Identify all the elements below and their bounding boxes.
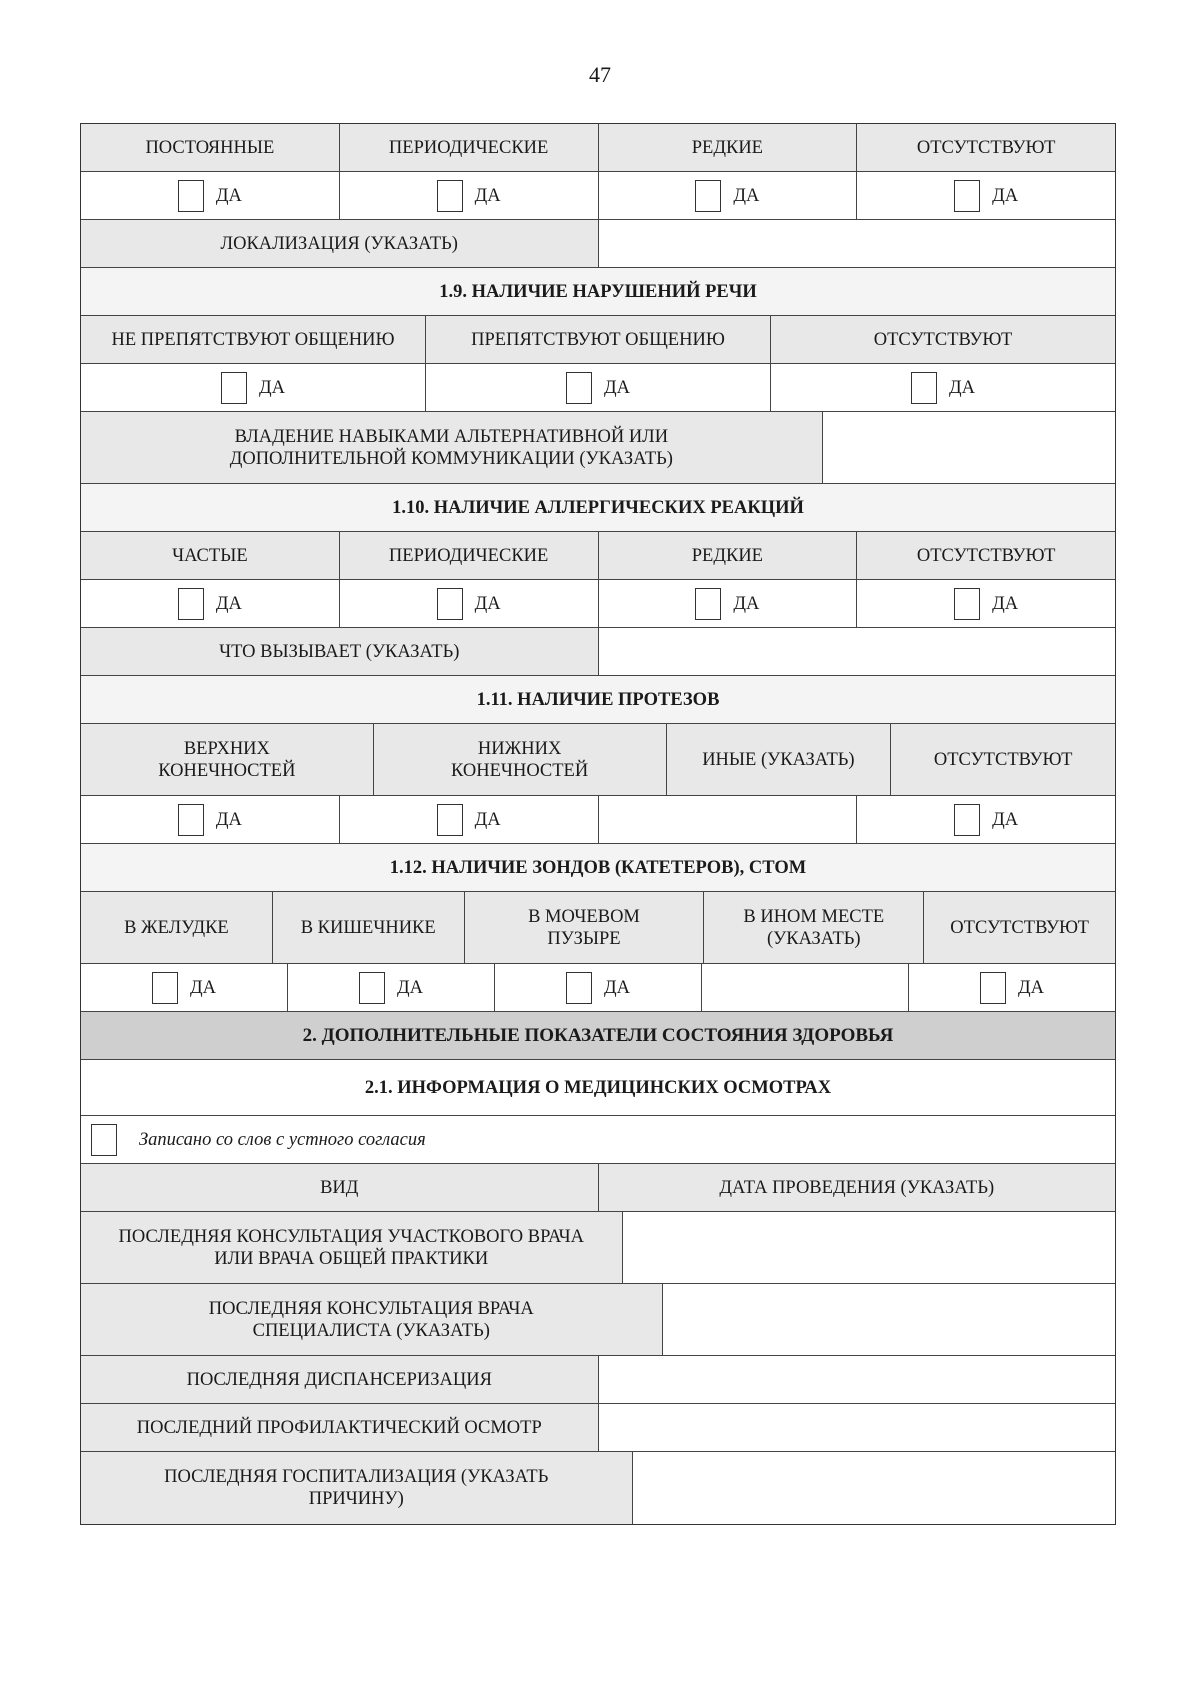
checkbox[interactable] bbox=[221, 372, 247, 404]
probes-checkbox-row bbox=[81, 964, 1115, 1012]
exam-type-label: ПОСЛЕДНИЙ ПРОФИЛАКТИЧЕСКИЙ ОСМОТР bbox=[81, 1404, 599, 1451]
section2-subtitle: 2.1. ИНФОРМАЦИЯ О МЕДИЦИНСКИХ ОСМОТРАХ bbox=[81, 1060, 1115, 1115]
yes-label: ДА bbox=[397, 977, 423, 998]
probes-option-stomach bbox=[81, 964, 288, 1011]
probes-header-intestine: В КИШЕЧНИКЕ bbox=[273, 892, 465, 963]
speech-header-not-hindering: НЕ ПРЕПЯТСТВУЮТ ОБЩЕНИЮ bbox=[81, 316, 426, 363]
exam-row bbox=[81, 1356, 1115, 1404]
speech-header-absent: ОТСУТСТВУЮТ bbox=[771, 316, 1115, 363]
probes-section-title: 1.12. НАЛИЧИЕ ЗОНДОВ (КАТЕТЕРОВ), СТОМ bbox=[81, 844, 1115, 891]
pain-option-rare bbox=[599, 172, 858, 219]
speech-option-hindering bbox=[426, 364, 771, 411]
allergy-header-absent: ОТСУТСТВУЮТ bbox=[857, 532, 1115, 579]
allergy-option-absent bbox=[857, 580, 1115, 627]
pain-option-absent bbox=[857, 172, 1115, 219]
probes-header-row bbox=[81, 892, 1115, 964]
checkbox[interactable] bbox=[91, 1124, 117, 1156]
probes-option-bladder bbox=[495, 964, 702, 1011]
pain-header-absent: ОТСУТСТВУЮТ bbox=[857, 124, 1115, 171]
exam-type-label: ПОСЛЕДНЯЯ КОНСУЛЬТАЦИЯ ВРАЧА СПЕЦИАЛИСТА (УКАЗАТЬ) bbox=[81, 1284, 663, 1355]
checkbox[interactable] bbox=[954, 804, 980, 836]
speech-option-not-hindering bbox=[81, 364, 426, 411]
allergy-title-row bbox=[81, 484, 1115, 532]
allergy-option-periodic bbox=[340, 580, 599, 627]
yes-label: ДА bbox=[992, 809, 1019, 830]
allergy-option-rare bbox=[599, 580, 858, 627]
checkbox[interactable] bbox=[359, 972, 385, 1004]
allergy-checkbox-row bbox=[81, 580, 1115, 628]
checkbox[interactable] bbox=[178, 180, 204, 212]
speech-option-absent bbox=[771, 364, 1115, 411]
prosthesis-header-lower: НИЖНИХ КОНЕЧНОСТЕЙ bbox=[374, 724, 667, 795]
allergy-section-title: 1.10. НАЛИЧИЕ АЛЛЕРГИЧЕСКИХ РЕАКЦИЙ bbox=[81, 484, 1115, 531]
prosthesis-header-upper: ВЕРХНИХ КОНЕЧНОСТЕЙ bbox=[81, 724, 374, 795]
allergy-header-frequent: ЧАСТЫЕ bbox=[81, 532, 340, 579]
section2-title-row bbox=[81, 1012, 1115, 1060]
yes-label: ДА bbox=[215, 593, 242, 614]
exam-type-label: ПОСЛЕДНЯЯ ГОСПИТАЛИЗАЦИЯ (УКАЗАТЬ ПРИЧИНУ) bbox=[81, 1452, 633, 1524]
exams-col-date: ДАТА ПРОВЕДЕНИЯ (УКАЗАТЬ) bbox=[599, 1164, 1116, 1211]
exam-date-field[interactable] bbox=[633, 1452, 1116, 1524]
checkbox[interactable] bbox=[566, 372, 592, 404]
section2-title: 2. ДОПОЛНИТЕЛЬНЫЕ ПОКАЗАТЕЛИ СОСТОЯНИЯ ЗДОРОВЬЯ bbox=[81, 1012, 1115, 1059]
pain-option-periodic bbox=[340, 172, 599, 219]
yes-label: ДА bbox=[733, 185, 760, 206]
prosthesis-checkbox-row bbox=[81, 796, 1115, 844]
allergy-option-frequent bbox=[81, 580, 340, 627]
checkbox[interactable] bbox=[695, 180, 721, 212]
allergy-cause-label: ЧТО ВЫЗЫВАЕТ (УКАЗАТЬ) bbox=[81, 628, 599, 675]
prosthesis-option-upper bbox=[81, 796, 340, 843]
checkbox[interactable] bbox=[437, 180, 463, 212]
allergy-header-row bbox=[81, 532, 1115, 580]
consent-row bbox=[81, 1116, 1115, 1164]
yes-label: ДА bbox=[190, 977, 216, 998]
probes-title-row bbox=[81, 844, 1115, 892]
checkbox[interactable] bbox=[152, 972, 178, 1004]
checkbox[interactable] bbox=[178, 804, 204, 836]
exam-date-field[interactable] bbox=[599, 1404, 1116, 1451]
exam-date-field[interactable] bbox=[663, 1284, 1116, 1355]
prosthesis-header-absent: ОТСУТСТВУЮТ bbox=[891, 724, 1115, 795]
yes-label: ДА bbox=[474, 185, 501, 206]
consent-option bbox=[81, 1116, 1115, 1163]
yes-label: ДА bbox=[992, 185, 1019, 206]
exam-row bbox=[81, 1284, 1115, 1356]
probes-other-field[interactable] bbox=[702, 964, 909, 1011]
localization-label: ЛОКАЛИЗАЦИЯ (УКАЗАТЬ) bbox=[81, 220, 599, 267]
prosthesis-header-row bbox=[81, 724, 1115, 796]
probes-header-stomach: В ЖЕЛУДКЕ bbox=[81, 892, 273, 963]
allergy-cause-field[interactable] bbox=[599, 628, 1116, 675]
exam-type-label: ПОСЛЕДНЯЯ ДИСПАНСЕРИЗАЦИЯ bbox=[81, 1356, 599, 1403]
yes-label: ДА bbox=[474, 809, 501, 830]
pain-header-rare: РЕДКИЕ bbox=[599, 124, 858, 171]
pain-header-row bbox=[81, 124, 1115, 172]
pain-checkbox-row bbox=[81, 172, 1115, 220]
exam-date-field[interactable] bbox=[599, 1356, 1116, 1403]
allergy-header-rare: РЕДКИЕ bbox=[599, 532, 858, 579]
alt-communication-row bbox=[81, 412, 1115, 484]
page-number: 47 bbox=[589, 62, 611, 87]
exam-row bbox=[81, 1452, 1115, 1524]
speech-title-row bbox=[81, 268, 1115, 316]
checkbox[interactable] bbox=[911, 372, 937, 404]
speech-header-hindering: ПРЕПЯТСТВУЮТ ОБЩЕНИЮ bbox=[426, 316, 771, 363]
allergy-header-periodic: ПЕРИОДИЧЕСКИЕ bbox=[340, 532, 599, 579]
medical-form-table bbox=[80, 123, 1116, 1525]
yes-label: ДА bbox=[259, 377, 285, 398]
checkbox[interactable] bbox=[178, 588, 204, 620]
speech-header-row bbox=[81, 316, 1115, 364]
prosthesis-title-row bbox=[81, 676, 1115, 724]
probes-header-bladder: В МОЧЕВОМ ПУЗЫРЕ bbox=[465, 892, 705, 963]
probes-option-intestine bbox=[288, 964, 495, 1011]
checkbox[interactable] bbox=[566, 972, 592, 1004]
speech-section-title: 1.9. НАЛИЧИЕ НАРУШЕНИЙ РЕЧИ bbox=[81, 268, 1115, 315]
pain-option-constant bbox=[81, 172, 340, 219]
prosthesis-header-other: ИНЫЕ (УКАЗАТЬ) bbox=[667, 724, 892, 795]
prosthesis-option-absent bbox=[857, 796, 1115, 843]
yes-label: ДА bbox=[215, 185, 242, 206]
yes-label: ДА bbox=[604, 377, 630, 398]
probes-header-absent: ОТСУТСТВУЮТ bbox=[924, 892, 1115, 963]
prosthesis-other-field[interactable] bbox=[599, 796, 858, 843]
yes-label: ДА bbox=[604, 977, 630, 998]
checkbox[interactable] bbox=[954, 180, 980, 212]
exam-row bbox=[81, 1404, 1115, 1452]
yes-label: ДА bbox=[215, 809, 242, 830]
prosthesis-section-title: 1.11. НАЛИЧИЕ ПРОТЕЗОВ bbox=[81, 676, 1115, 723]
checkbox[interactable] bbox=[954, 588, 980, 620]
pain-header-constant: ПОСТОЯННЫЕ bbox=[81, 124, 340, 171]
exam-type-label: ПОСЛЕДНЯЯ КОНСУЛЬТАЦИЯ УЧАСТКОВОГО ВРАЧА ИЛИ ВРАЧА ОБЩЕЙ ПРАКТИКИ bbox=[81, 1212, 623, 1283]
yes-label: ДА bbox=[1018, 977, 1044, 998]
alt-communication-label: ВЛАДЕНИЕ НАВЫКАМИ АЛЬТЕРНАТИВНОЙ ИЛИ ДОПОЛНИТЕЛЬНОЙ КОММУНИКАЦИИ (УКАЗАТЬ) bbox=[81, 412, 823, 483]
consent-label: Записано со слов с устного согласия bbox=[139, 1129, 426, 1150]
checkbox[interactable] bbox=[437, 588, 463, 620]
prosthesis-option-lower bbox=[340, 796, 599, 843]
localization-row bbox=[81, 220, 1115, 268]
yes-label: ДА bbox=[733, 593, 760, 614]
speech-checkbox-row bbox=[81, 364, 1115, 412]
section2-subtitle-row bbox=[81, 1060, 1115, 1116]
localization-field[interactable] bbox=[599, 220, 1116, 267]
probes-header-other: В ИНОМ МЕСТЕ (УКАЗАТЬ) bbox=[704, 892, 924, 963]
yes-label: ДА bbox=[474, 593, 501, 614]
checkbox[interactable] bbox=[980, 972, 1006, 1004]
pain-header-periodic: ПЕРИОДИЧЕСКИЕ bbox=[340, 124, 599, 171]
yes-label: ДА bbox=[992, 593, 1019, 614]
exams-col-type: ВИД bbox=[81, 1164, 599, 1211]
checkbox[interactable] bbox=[695, 588, 721, 620]
yes-label: ДА bbox=[949, 377, 975, 398]
exam-row bbox=[81, 1212, 1115, 1284]
checkbox[interactable] bbox=[437, 804, 463, 836]
alt-communication-field[interactable] bbox=[823, 412, 1115, 483]
exam-date-field[interactable] bbox=[623, 1212, 1116, 1283]
exams-header-row bbox=[81, 1164, 1115, 1212]
allergy-cause-row bbox=[81, 628, 1115, 676]
probes-option-absent bbox=[909, 964, 1115, 1011]
